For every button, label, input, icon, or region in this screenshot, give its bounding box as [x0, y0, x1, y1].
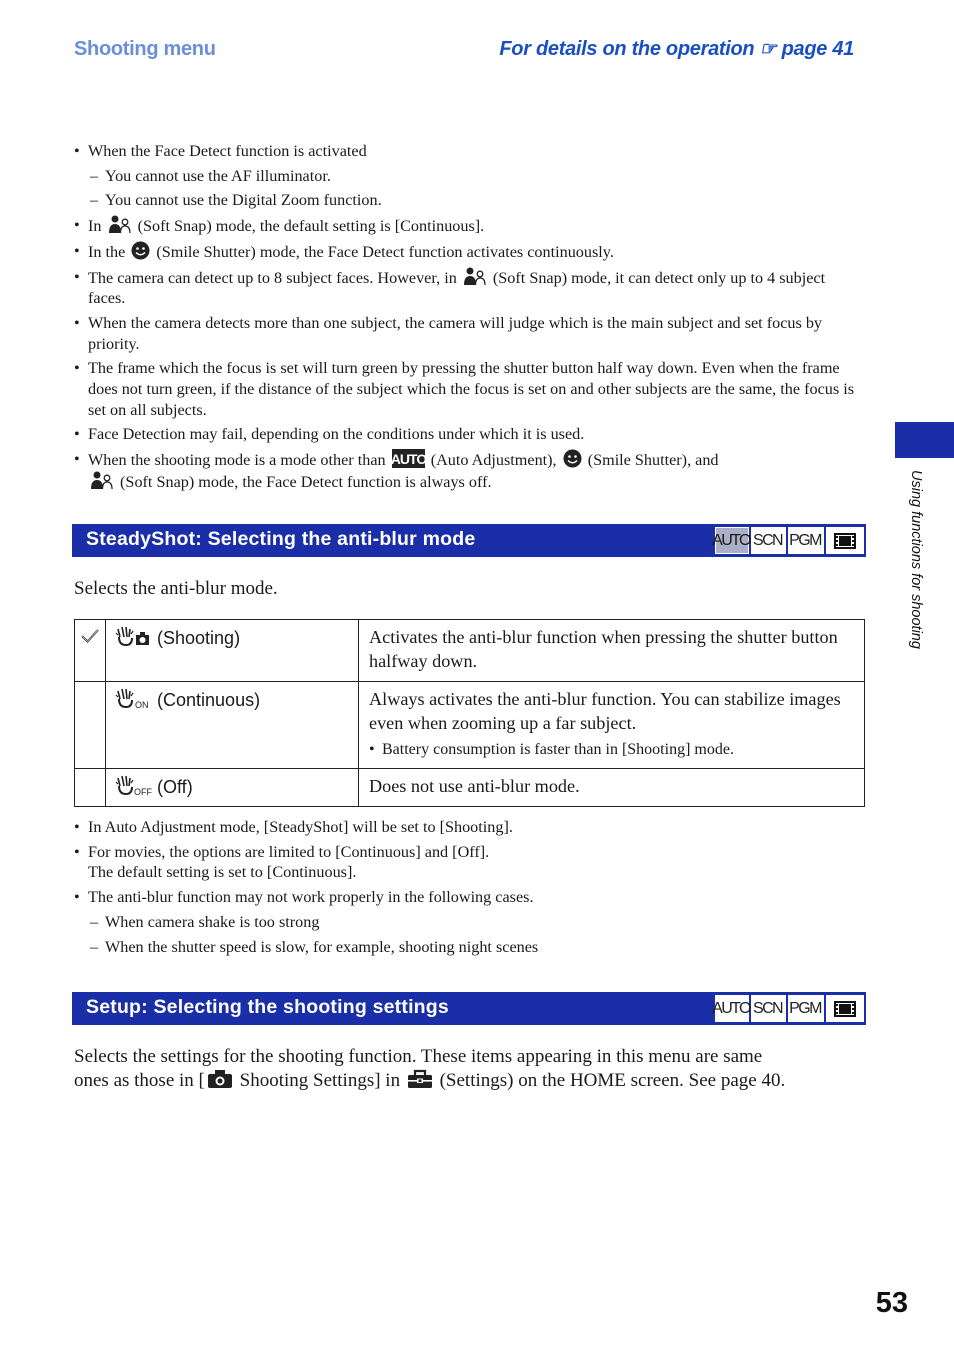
chapter-side-label-text: Using functions for shooting: [908, 470, 924, 649]
face-detect-notes: [74, 141, 864, 493]
table-row: [75, 620, 865, 682]
text-fragment: (Smile Shutter) mode, the Face Detect function activates continuously.: [156, 242, 614, 261]
page-number: 53: [875, 1287, 908, 1319]
list-item: [74, 215, 864, 237]
auto-adjustment-icon: [392, 449, 425, 468]
soft-snap-icon: [90, 471, 114, 490]
list-item: – When the shutter speed is slow, for example, shooting night scenes: [74, 937, 864, 958]
camera-icon: [207, 1069, 233, 1089]
default-checkmark-cell: [75, 620, 106, 682]
text-fragment: (Soft Snap) mode, the default setting is [Continuous].: [137, 217, 485, 236]
option-name-cell: [106, 620, 359, 682]
list-item: [74, 267, 864, 309]
list-item: [74, 241, 864, 263]
text-fragment: Selects the settings for the shooting function. These items appearing in this menu are same: [74, 1046, 763, 1067]
steadyshot-off-icon: [116, 774, 150, 796]
movie-mode-icon: [826, 527, 864, 554]
option-name: (Continuous): [157, 690, 261, 710]
text-line: [74, 1069, 874, 1093]
steadyshot-notes: [74, 817, 864, 957]
program-mode-icon: PGM: [788, 995, 824, 1022]
auto-mode-icon: AUTO: [715, 527, 749, 554]
list-item: • In Auto Adjustment mode, [SteadyShot] will be set to [Shooting].: [74, 817, 864, 838]
steadyshot-intro: Selects the anti-blur mode.: [74, 578, 278, 599]
steadyshot-options-table: [74, 619, 865, 807]
option-name: (Off): [157, 777, 193, 797]
option-description: Activates the anti-blur function when pressing the shutter button halfway down.: [359, 620, 865, 682]
checkmark-icon: [80, 628, 100, 648]
list-item: • When the Face Detect function is activated: [74, 141, 864, 162]
text-fragment: • For movies, the options are limited to [Continuous] and [Off].: [88, 842, 490, 861]
svg-text:AUTO: AUTO: [390, 451, 426, 468]
list-item: – You cannot use the Digital Zoom function.: [74, 190, 864, 211]
text-fragment: In the: [88, 242, 126, 261]
header-reference-prefix: For details on the operation: [499, 38, 755, 60]
list-item: • When the camera detects more than one subject, the camera will judge which is the main subject and set focus by priority.: [74, 313, 864, 354]
mode-icons: [712, 527, 864, 554]
svg-text:ON: ON: [135, 700, 149, 710]
header-section-title: Shooting menu: [74, 38, 216, 60]
list-item: • The frame which the focus is set will turn green by pressing the shutter button half way down. Even when the frame does not turn green, if the distance of the subject which the focus is set on and other subjects are the same, the focus is set on all subjects.: [74, 358, 864, 420]
scene-mode-icon: SCN: [751, 527, 786, 554]
smile-shutter-icon: [131, 241, 150, 260]
toolbox-settings-icon: [407, 1069, 433, 1089]
checkmark-cell: [75, 769, 106, 807]
mode-icons: [712, 995, 864, 1022]
option-name: (Shooting): [157, 628, 241, 648]
list-item: [74, 449, 864, 492]
text-fragment: Shooting Settings] in: [239, 1070, 401, 1091]
chapter-side-label: [902, 470, 926, 696]
steadyshot-continuous-icon: [116, 687, 150, 709]
table-row: [75, 769, 865, 807]
soft-snap-icon: [463, 267, 487, 286]
list-item: • The anti-blur function may not work properly in the following cases.: [74, 887, 864, 908]
option-description: Always activates the anti-blur function. You can stabilize images even when zooming up a far subject.: [369, 689, 841, 733]
text-fragment: (Auto Adjustment),: [430, 451, 557, 470]
smile-shutter-icon: [563, 449, 582, 468]
header-reference-page: page 41: [781, 38, 854, 60]
program-mode-icon: PGM: [788, 527, 824, 554]
steadyshot-section-header: [72, 524, 866, 557]
option-name-cell: [106, 682, 359, 769]
svg-text:OFF: OFF: [134, 787, 152, 797]
option-description-cell: [359, 682, 865, 769]
list-item: • Face Detection may fail, depending on the conditions under which it is used.: [74, 424, 864, 445]
steadyshot-shooting-icon: [116, 625, 150, 647]
list-item: – You cannot use the AF illuminator.: [74, 166, 864, 187]
auto-mode-icon: AUTO: [715, 995, 749, 1022]
scene-mode-icon: SCN: [751, 995, 786, 1022]
option-note: • Battery consumption is faster than in [Shooting] mode.: [369, 740, 854, 760]
text-fragment: (Settings) on the HOME screen. See page 40.: [439, 1070, 786, 1091]
section-title: SteadyShot: Selecting the anti-blur mode: [86, 528, 476, 550]
checkmark-cell: [75, 682, 106, 769]
setup-description: [74, 1045, 874, 1093]
pointing-hand-icon: ☞: [759, 39, 777, 60]
text-fragment: The camera can detect up to 8 subject faces. However, in: [88, 268, 457, 287]
text-fragment: In: [88, 217, 102, 236]
header-reference: [499, 38, 854, 61]
list-item: [74, 842, 864, 883]
text-fragment: (Smile Shutter), and: [587, 451, 719, 470]
movie-mode-icon: [826, 995, 864, 1022]
option-name-cell: [106, 769, 359, 807]
list-item: – When camera shake is too strong: [74, 912, 864, 933]
text-fragment: When the shooting mode is a mode other than: [88, 451, 386, 470]
text-fragment: (Soft Snap) mode, it can detect only up to 4 subject faces.: [88, 268, 826, 308]
text-fragment: (Soft Snap) mode, the Face Detect function is always off.: [120, 472, 492, 491]
table-row: [75, 682, 865, 769]
soft-snap-icon: [108, 215, 132, 234]
text-fragment: ones as those in [: [74, 1070, 205, 1091]
setup-section-header: [72, 992, 866, 1025]
section-title: Setup: Selecting the shooting settings: [86, 996, 449, 1018]
text-fragment: The default setting is set to [Continuous].: [88, 863, 357, 882]
option-description: Does not use anti-blur mode.: [359, 769, 865, 807]
chapter-tab-marker: [895, 422, 954, 458]
